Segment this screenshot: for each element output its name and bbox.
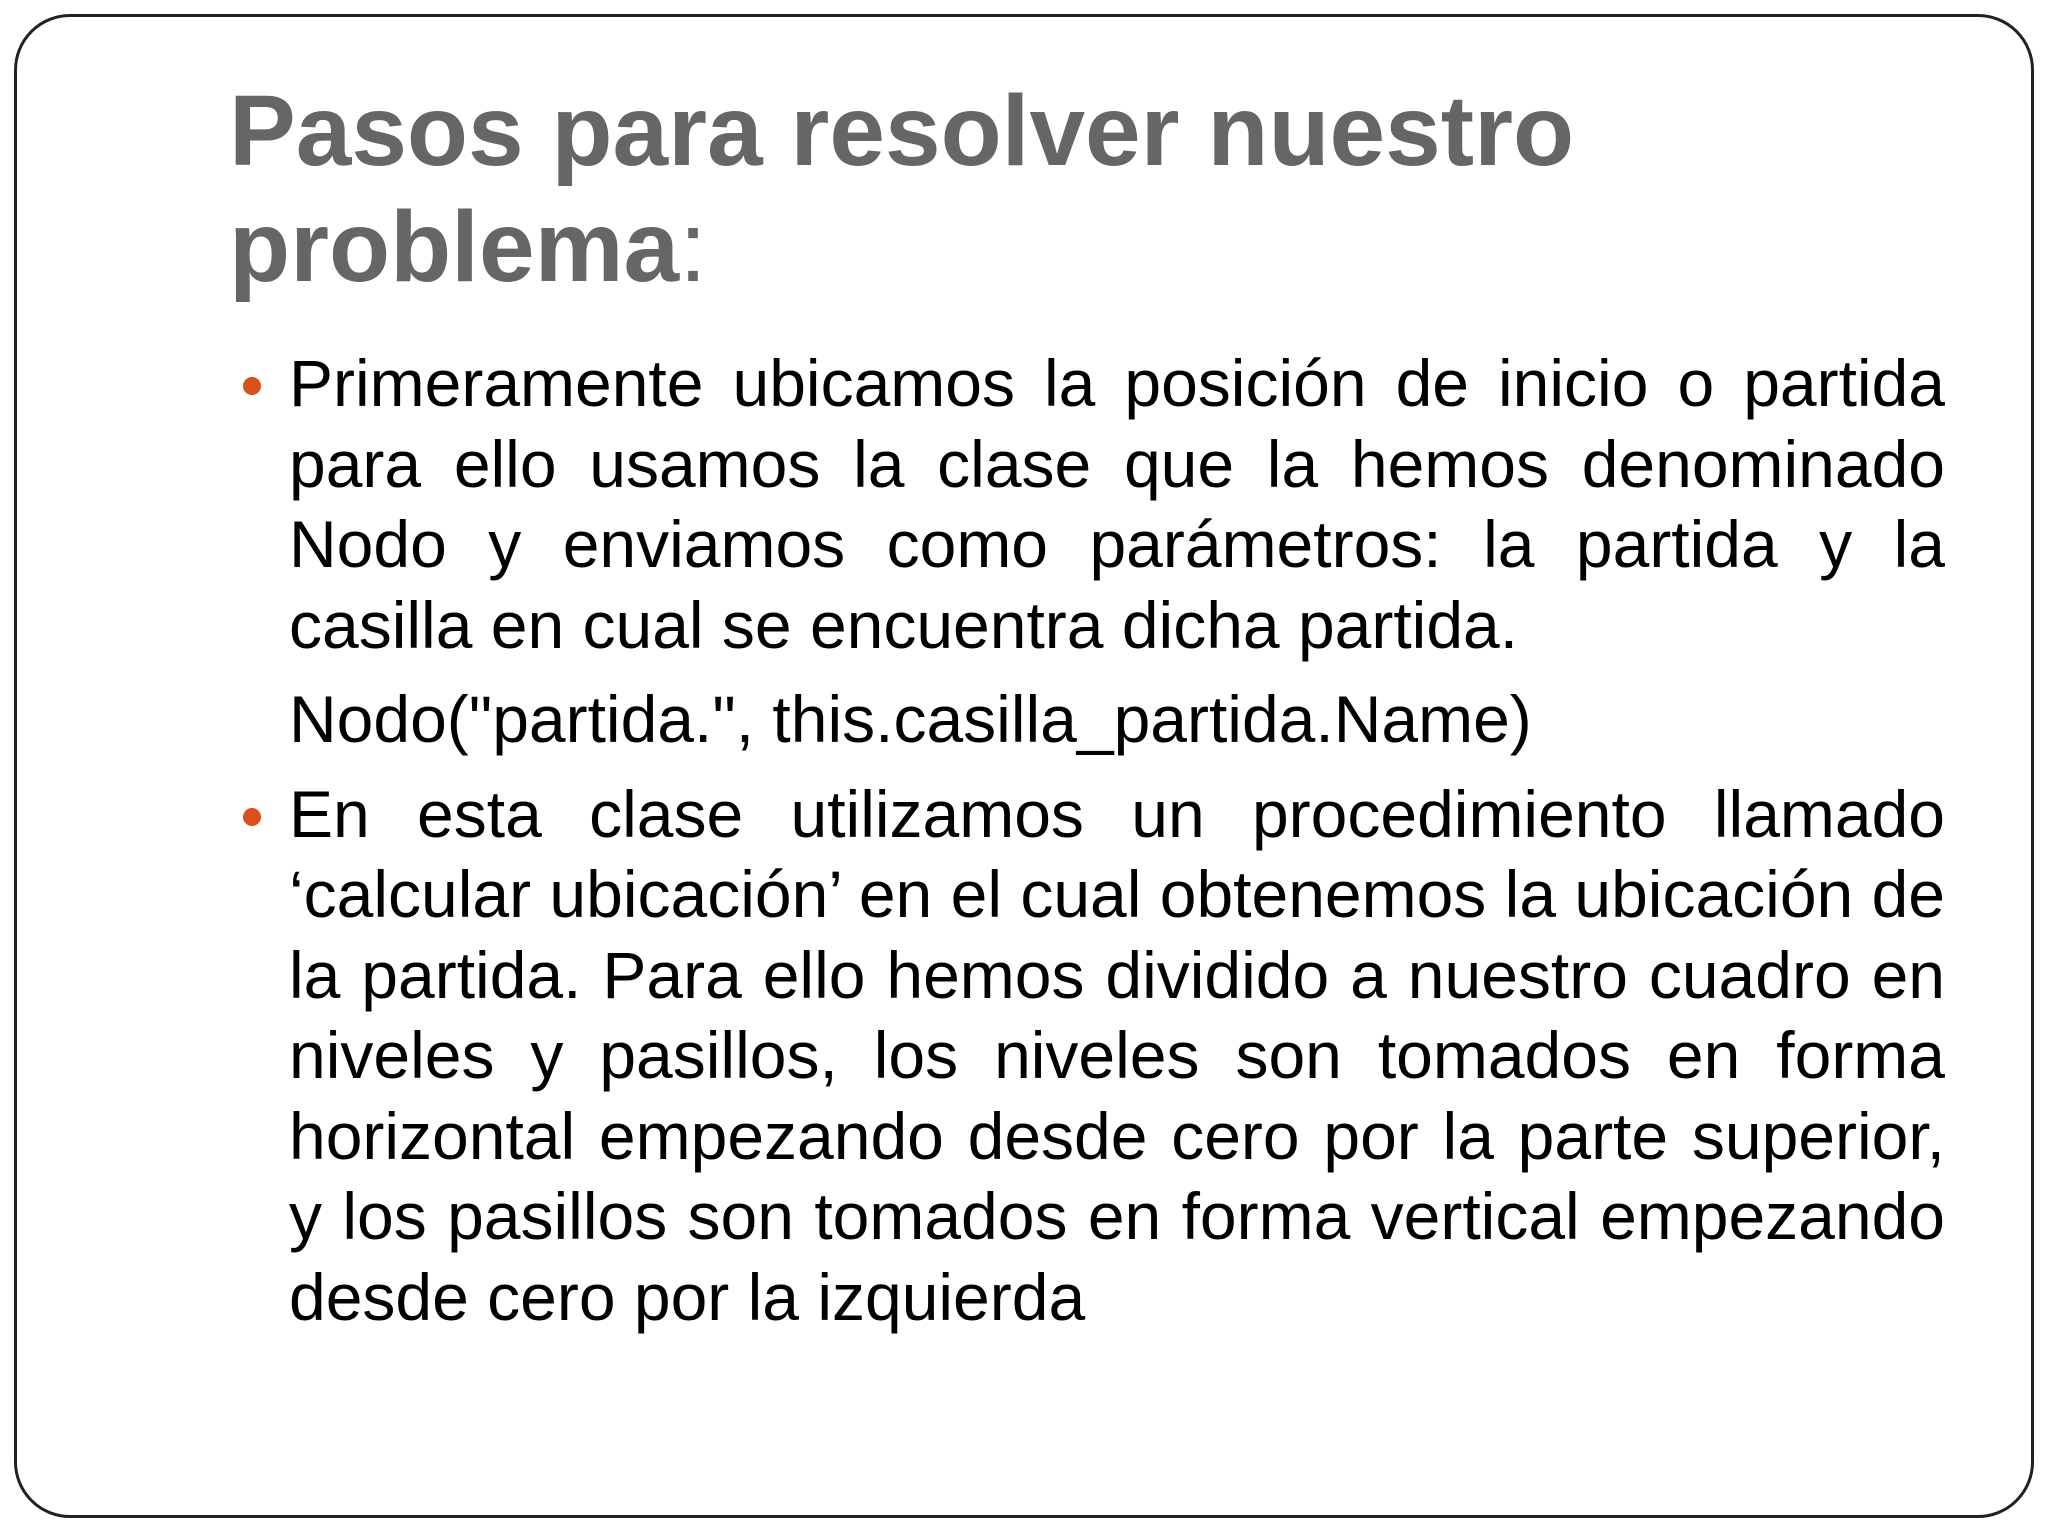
bullet-item-1 xyxy=(229,343,1945,665)
slide-title xyxy=(229,73,1729,305)
bullet-item-2-text: En esta clase utilizamos un procedimiento llamado ‘calcular ubicación’ en el cual obtenemos la ubicación de la partida. Para ello hemos dividido a nuestro cuadro en niveles y pasillos, los niveles son tomados en forma horizontal empezando desde cero por la parte superior, y los pasillos son tomados en forma vertical empezando desde cero por la izquierda xyxy=(289,776,1945,1334)
slide-content xyxy=(229,343,1945,1337)
bullet-dot-icon xyxy=(243,377,261,395)
slide-title-text: Pasos para resolver nuestro problema xyxy=(229,75,1575,303)
code-line: Nodo("partida.", this.casilla_partida.Name) xyxy=(289,682,1532,756)
bullet-item-1-text: Primeramente ubicamos la posición de inicio o partida para ello usamos la clase que la hemos denominado Nodo y enviamos como parámetros: la partida y la casilla en cual se encuentra dicha partida. xyxy=(289,346,1945,662)
bullet-item-2 xyxy=(229,774,1945,1338)
bullet-dot-icon xyxy=(243,808,261,826)
slide-title-colon: : xyxy=(679,191,707,303)
slide-frame xyxy=(14,14,2034,1518)
